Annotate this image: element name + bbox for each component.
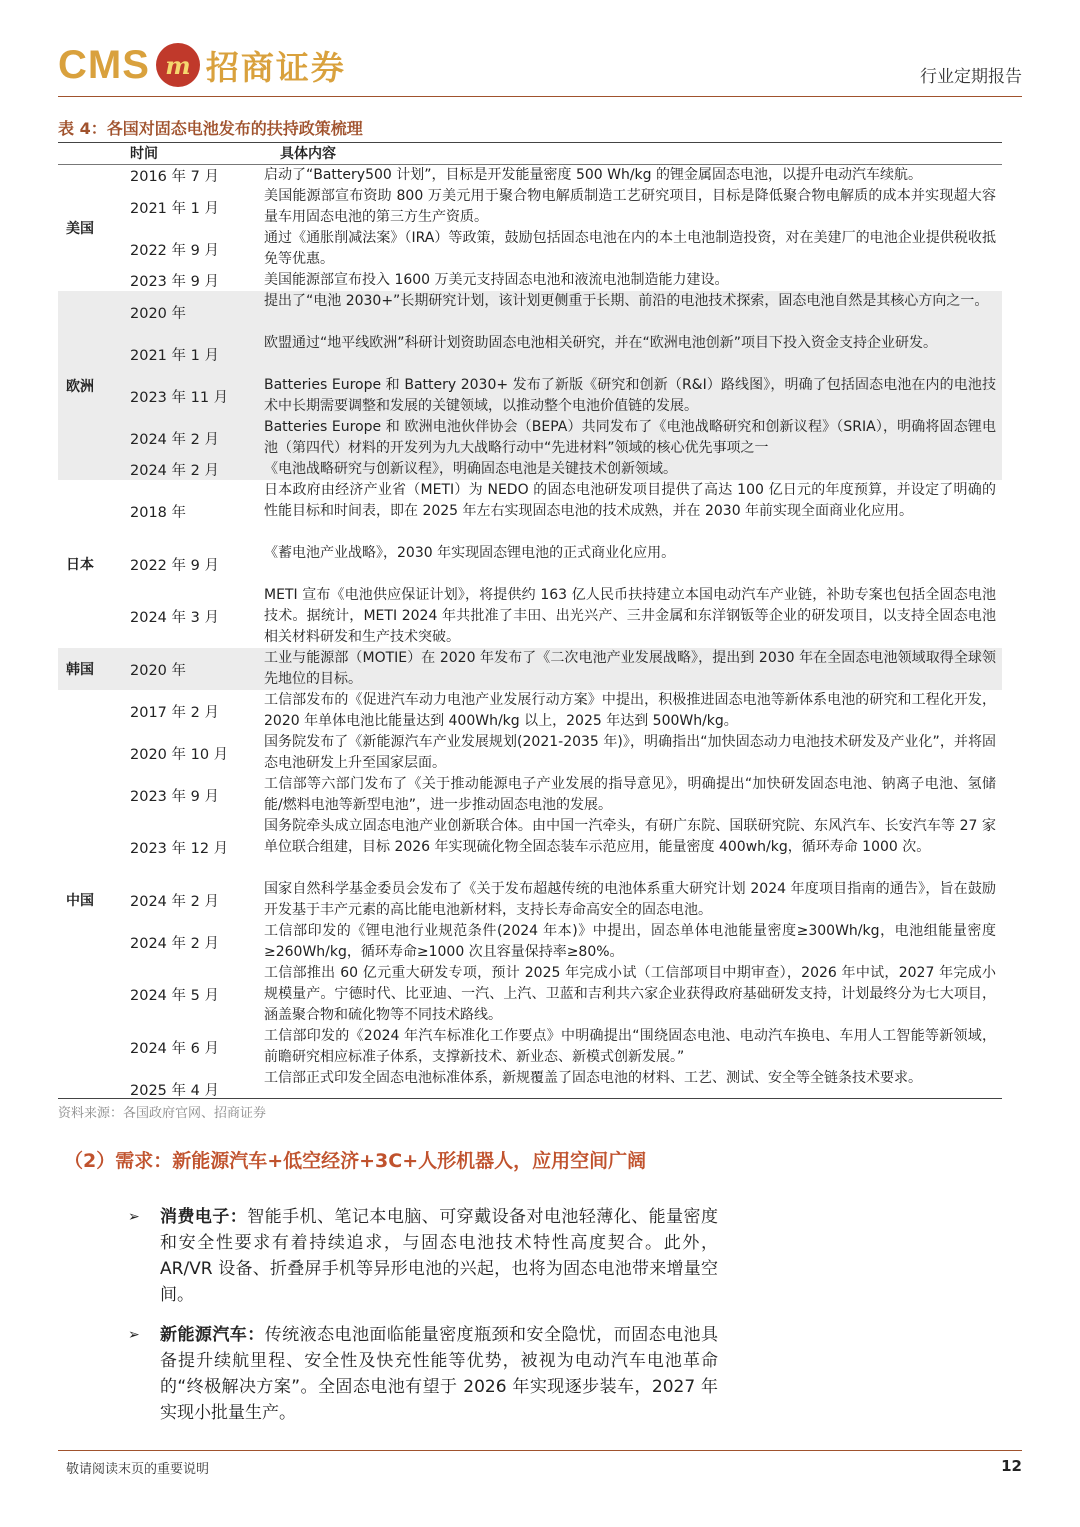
footer-note: 敬请阅读末页的重要说明	[66, 1462, 210, 1477]
table-row	[122, 543, 1002, 585]
row-content: 工信部印发的《锂电池行业规范条件(2024 年本)》中提出，固态单体电池能量密度≥300Wh/kg，电池组能量密度≥260Wh/kg，循环寿命≥1000 次且容量保持率≥80%。	[264, 923, 996, 960]
table-row	[122, 879, 1002, 921]
logo-cms-text: CMS	[58, 42, 150, 87]
row-content: 国务院牵头成立固态电池产业创新联合体。由中国一汽牵头，有研广东院、国联研究院、东风汽车、长安汽车等 27 家单位联合组建，目标 2026 年实现硫化物全固态装车示范应用，能量密度 400wh/kg，循环寿命 1000 次。	[264, 818, 996, 855]
row-content: 工信部等六部门发布了《关于推动能源电子产业发展的指导意见》，明确提出“加快研发固态电池、钠离子电池、氢储能/燃料电池等新型电池”，进一步推动固态电池的发展。	[264, 776, 996, 813]
row-time: 2020 年	[130, 662, 187, 679]
arrow-bullet-icon: ➢	[128, 1209, 140, 1225]
row-content: Batteries Europe 和 欧洲电池伙伴协会（BEPA）共同发布了《电池战略研究和创新议程》（SRIA），明确将固态锂电池（第四代）材料的开发列为九大战略行动中“先进材料”领域的核心优先事项之一	[264, 419, 996, 456]
row-content: 日本政府由经济产业省（METI）为 NEDO 的固态电池研发项目提供了高达 100 亿日元的年度预算，并设定了明确的性能目标和时间表，即在 2025 年左右实现固态电池的技术成熟，并在 2030 年前实现全面商业化应用。	[264, 482, 996, 519]
row-time: 2025 年 4 月	[130, 1082, 219, 1099]
table-row	[122, 774, 1002, 816]
row-content: 《蓄电池产业战略》，2030 年实现固态锂电池的正式商业化应用。	[264, 545, 676, 561]
table-row	[122, 1026, 1002, 1068]
country-group	[58, 291, 1002, 480]
table-row	[122, 480, 1002, 543]
row-content: 《电池战略研究与创新议程》，明确固态电池是关键技术创新领域。	[264, 461, 677, 477]
row-time: 2018 年	[130, 505, 187, 521]
row-content: 欧盟通过“地平线欧洲”科研计划资助固态电池相关研究，并在“欧洲电池创新”项目下投入资金支持企业研发。	[264, 335, 938, 351]
bullet-text: 传统液态电池面临能量密度瓶颈和安全隐忧，而固态电池具备提升续航里程、安全性及快充性能等优势，被视为电动汽车电池革命的“终极解决方案”。全固态电池有望于 2026 年实现逐步装车，2027 年实现小批量生产。	[160, 1325, 719, 1423]
row-time: 2020 年 10 月	[130, 746, 229, 763]
row-content: METI 宣布《电池供应保证计划》，将提供约 163 亿人民币扶持建立本国电动汽车产业链，补助专案也包括全固态电池技术。据统计，METI 2024 年共批准了丰田、出光兴产、三井金属和东洋钢钣等企业的研发项目，以支持全固态电池相关材料研发和生产技术突破。	[264, 587, 996, 645]
row-content: 工信部发布的《促进汽车动力电池产业发展行动方案》中提出，积极推进固态电池等新体系电池的研究和工程化开发，2020 年单体电池比能量达到 400Wh/kg 以上，2025 年达到 500Wh/kg。	[264, 692, 996, 729]
row-time: 2024 年 2 月	[130, 893, 219, 910]
page-header	[58, 38, 1022, 97]
table-body	[58, 165, 1002, 1110]
bullet-list	[128, 1204, 718, 1440]
row-time: 2017 年 2 月	[130, 704, 219, 721]
logo-cn-text: 招商证券	[205, 47, 346, 87]
country-group	[58, 165, 1002, 291]
row-content: 提出了“电池 2030+”长期研究计划，该计划更侧重于长期、前沿的电池技术探索，固态电池自然是其核心方向之一。	[264, 293, 989, 309]
row-time: 2023 年 12 月	[130, 841, 229, 857]
row-time: 2023 年 9 月	[130, 788, 219, 805]
table-row	[122, 732, 1002, 774]
table-row	[122, 375, 1002, 417]
row-content: 工业与能源部（MOTIE）在 2020 年发布了《二次电池产业发展战略》，提出到 2030 年在全固态电池领域取得全球领先地位的目标。	[264, 650, 996, 687]
row-time: 2022 年 9 月	[130, 557, 219, 574]
table-title: 表 4：各国对固态电池发布的扶持政策梳理	[58, 119, 363, 138]
arrow-bullet-icon: ➢	[128, 1327, 140, 1343]
row-time: 2024 年 2 月	[130, 463, 219, 479]
row-content: 国务院发布了《新能源汽车产业发展规划(2021-2035 年)》，明确指出“加快固态动力电池技术研发及产业化”，并将固态电池研发上升至国家层面。	[264, 734, 996, 771]
row-time: 2016 年 7 月	[130, 169, 219, 185]
country-group	[58, 648, 1002, 690]
row-content: 工信部推出 60 亿元重大研发专项，预计 2025 年完成小试（工信部项目中期审查），2026 年中试，2027 年完成小规模量产。宁德时代、比亚迪、一汽、上汽、卫蓝和吉利共六家企业获得政府基础研发支持，计划最终分为七大项目，涵盖聚合物和硫化物等不同技术路线。	[264, 965, 996, 1023]
cms-logo	[58, 42, 346, 88]
country-label: 欧洲	[66, 378, 94, 395]
table-row	[122, 417, 1002, 459]
row-time: 2021 年 1 月	[130, 200, 219, 217]
country-label: 韩国	[66, 662, 94, 678]
table-row	[122, 921, 1002, 963]
row-time: 2023 年 11 月	[130, 389, 229, 406]
report-type: 行业定期报告	[920, 67, 1022, 87]
row-content: Batteries Europe 和 Battery 2030+ 发布了新版《研究和创新（R&I）路线图》，明确了包括固态电池在内的电池技术中长期需要调整和发展的关键领域，以推动整个电池价值链的发展。	[264, 377, 996, 414]
table-row	[122, 270, 1002, 291]
row-content: 工信部正式印发全固态电池标准体系，新规覆盖了固态电池的材料、工艺、测试、安全等全链条技术要求。	[264, 1070, 922, 1086]
row-content: 美国能源部宣布投入 1600 万美元支持固态电池和液流电池制造能力建设。	[264, 272, 729, 288]
table-row	[122, 186, 1002, 228]
row-time: 2022 年 9 月	[130, 242, 219, 259]
row-time: 2021 年 1 月	[130, 347, 219, 364]
country-label: 日本	[66, 557, 94, 573]
page-number: 12	[1001, 1457, 1022, 1475]
table-row	[122, 333, 1002, 375]
table-row	[122, 690, 1002, 732]
policy-table	[58, 142, 1002, 1110]
table-row	[122, 291, 1002, 333]
table-row	[122, 963, 1002, 1026]
row-time: 2024 年 2 月	[130, 935, 219, 952]
country-group	[58, 690, 1002, 1110]
table-header	[58, 143, 1002, 165]
row-content: 工信部印发的《2024 年汽车标准化工作要点》中明确提出“围绕固态电池、电动汽车换电、车用人工智能等新领域，前瞻研究相应标准子体系，支撑新技术、新业态、新模式创新发展。”	[264, 1028, 996, 1065]
table-row	[122, 459, 1002, 480]
row-time: 2024 年 6 月	[130, 1040, 219, 1057]
country-label: 美国	[66, 221, 94, 237]
table-row	[122, 228, 1002, 270]
bullet-new-energy-vehicle	[128, 1322, 718, 1426]
row-time: 2020 年	[130, 305, 187, 322]
table-row	[122, 648, 1002, 690]
bullet-consumer-electronics	[128, 1204, 718, 1308]
row-time: 2023 年 9 月	[130, 274, 219, 290]
row-time: 2024 年 2 月	[130, 431, 219, 448]
row-content: 国家自然科学基金委员会发布了《关于发布超越传统的电池体系重大研究计划 2024 年度项目指南的通告》，旨在鼓励开发基于丰产元素的高比能电池新材料，支持长寿命高安全的固态电池。	[264, 881, 996, 918]
source-note: 资料来源：各国政府官网、招商证券	[58, 1098, 1002, 1121]
page-footer	[58, 1450, 1022, 1477]
row-content: 通过《通胀削减法案》（IRA）等政策，鼓励包括固态电池在内的本土电池制造投资，对在美建厂的电池企业提供税收抵免等优惠。	[264, 230, 996, 267]
row-time: 2024 年 5 月	[130, 988, 219, 1004]
bullet-label: 消费电子：	[160, 1207, 248, 1227]
country-group	[58, 480, 1002, 648]
table-row	[122, 585, 1002, 648]
logo-mark-icon: m	[156, 43, 200, 87]
col-content-header: 具体内容	[280, 146, 336, 162]
bullet-label: 新能源汽车：	[160, 1325, 265, 1345]
table-row	[122, 816, 1002, 879]
country-label: 中国	[66, 893, 94, 909]
table-row	[122, 165, 1002, 186]
col-time-header: 时间	[130, 146, 158, 162]
row-time: 2024 年 3 月	[130, 610, 219, 626]
row-content: 美国能源部宣布资助 800 万美元用于聚合物电解质制造工艺研究项目，目标是降低聚合物电解质的成本并实现超大容量车用固态电池的第三方生产资质。	[264, 188, 996, 225]
bullet-text: 智能手机、笔记本电脑、可穿戴设备对电池轻薄化、能量密度和安全性要求有着持续追求，与固态电池技术特性高度契合。此外，AR/VR 设备、折叠屏手机等异形电池的兴起，也将为固态电池带来增量空间。	[160, 1207, 719, 1305]
row-content: 启动了“Battery500 计划”，目标是开发能量密度 500 Wh/kg 的锂金属固态电池，以提升电动汽车续航。	[264, 167, 922, 183]
section-heading: （2）需求：新能源汽车+低空经济+3C+人形机器人，应用空间广阔	[64, 1150, 647, 1172]
